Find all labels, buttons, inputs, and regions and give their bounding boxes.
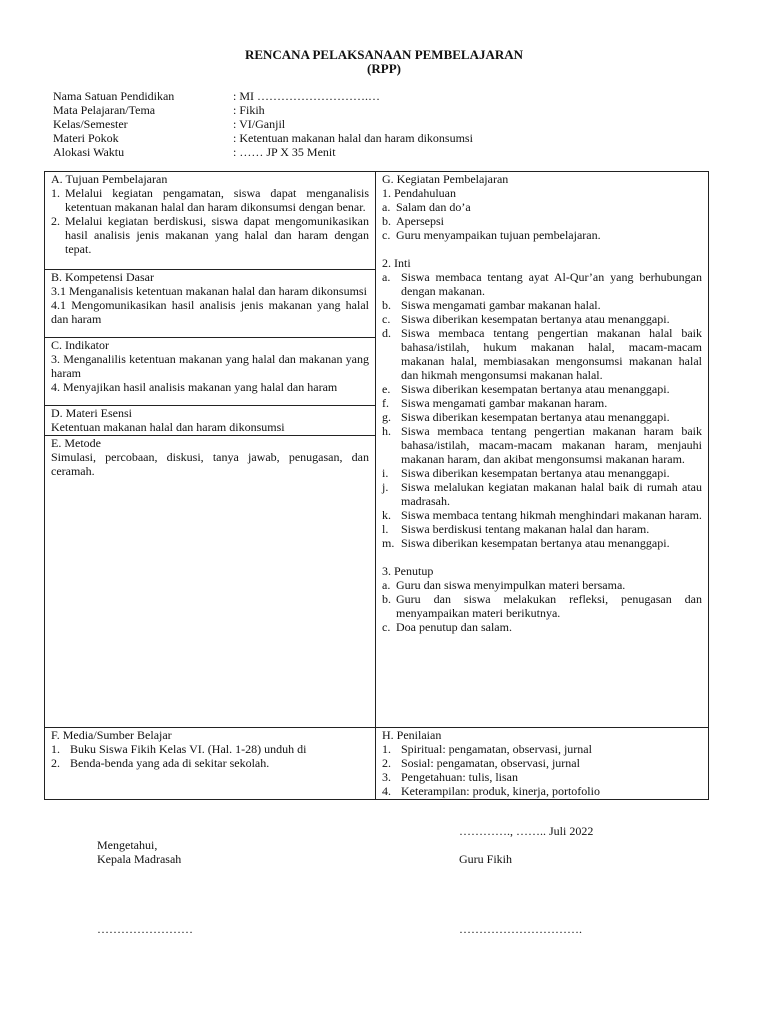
- list-item: [382, 312, 702, 326]
- penutup-heading: 3. Penutup: [382, 564, 434, 578]
- list-text: Sosial: pengamatan, observasi, jurnal: [401, 756, 580, 770]
- indikator-heading: C. Indikator: [51, 338, 109, 352]
- list-marker: k.: [382, 508, 391, 522]
- list-text: Guru dan siswa menyimpulkan materi bersama.: [396, 578, 626, 592]
- identity-value: : Fikih: [233, 103, 265, 117]
- list-marker: f.: [382, 396, 389, 410]
- list-item: [382, 784, 702, 798]
- list-marker: 1.: [382, 742, 391, 756]
- identity-value: : VI/Ganjil: [233, 117, 286, 131]
- list-text: Melalui kegiatan pengamatan, siswa dapat menganalisis ketentuan makanan halal dan haram dikonsumsi dengan benar.: [65, 186, 369, 214]
- list-item: [51, 186, 369, 214]
- list-marker: j.: [382, 480, 389, 494]
- signature-acknowledged: Mengetahui,: [97, 838, 158, 852]
- inti-list: [382, 270, 702, 550]
- list-item: [382, 214, 702, 228]
- list-text: Siswa diberikan kesempatan bertanya atau menanggapi.: [401, 536, 670, 550]
- list-text: Melalui kegiatan berdiskusi, siswa dapat mengomunikasikan hasil analisis jenis makanan yang halal dan haram dengan tepat.: [65, 214, 369, 256]
- materi-text: Ketentuan makanan halal dan haram dikonsumsi: [51, 420, 285, 434]
- list-text: Siswa mengamati gambar makanan halal.: [401, 298, 601, 312]
- document-subtitle: (RPP): [367, 61, 401, 76]
- list-item: [382, 270, 702, 298]
- list-marker: e.: [382, 382, 391, 396]
- identity-row: [53, 117, 473, 131]
- list-marker: b.: [382, 214, 391, 228]
- list-marker: 1.: [51, 742, 60, 756]
- tujuan-cell: [45, 172, 376, 270]
- penutup-list: [382, 578, 702, 634]
- kegiatan-cell: [376, 172, 709, 728]
- list-text: Apersepsi: [396, 214, 444, 228]
- list-text: Siswa membaca tentang pengertian makanan halal baik bahasa/istilah, hukum makanan halal, macam-macam makanan halal, membiasakan mengonsumsi makanan halal dan hikmah mengonsumsi makanan halal.: [401, 326, 702, 382]
- list-item: [382, 578, 702, 592]
- list-text: Siswa melalukan kegiatan makanan halal baik di rumah atau madrasah.: [401, 480, 702, 508]
- list-text: Siswa membaca tentang ayat Al-Qur’an yang berhubungan dengan makanan.: [401, 270, 702, 298]
- list-item: [382, 620, 702, 634]
- list-item: [382, 298, 702, 312]
- kompetensi-heading: B. Kompetensi Dasar: [51, 270, 154, 284]
- identity-row: [53, 89, 473, 103]
- list-item: [51, 756, 369, 770]
- indikator-item: 4. Menyajikan hasil analisis makanan yang halal dan haram: [51, 380, 338, 394]
- list-text: Siswa diberikan kesempatan bertanya atau menanggapi.: [401, 466, 670, 480]
- indikator-item: 3. Menganalilis ketentuan makanan yang halal dan makanan yang haram: [51, 352, 369, 380]
- list-text: Siswa mengamati gambar makanan haram.: [401, 396, 608, 410]
- list-item: [382, 742, 702, 756]
- identity-value: : …… JP X 35 Menit: [233, 145, 336, 159]
- list-item: [382, 756, 702, 770]
- media-list: [51, 742, 369, 770]
- list-item: [382, 508, 702, 522]
- penilaian-cell: [376, 728, 709, 800]
- list-marker: 2.: [51, 214, 60, 228]
- list-text: Keterampilan: produk, kinerja, portofolio: [401, 784, 600, 798]
- list-marker: c.: [382, 620, 391, 634]
- list-marker: b.: [382, 592, 391, 606]
- list-text: Buku Siswa Fikih Kelas VI. (Hal. 1-28) unduh di: [70, 742, 307, 756]
- indikator-cell: [45, 338, 376, 406]
- list-marker: c.: [382, 312, 391, 326]
- media-cell: [45, 728, 376, 800]
- list-marker: d.: [382, 326, 391, 340]
- identity-label: Kelas/Semester: [53, 117, 128, 131]
- list-text: Doa penutup dan salam.: [396, 620, 512, 634]
- identity-label: Nama Satuan Pendidikan: [53, 89, 175, 103]
- list-text: Siswa diberikan kesempatan bertanya atau menanggapi.: [401, 382, 670, 396]
- identity-block: [53, 89, 473, 159]
- inti-heading: 2. Inti: [382, 256, 411, 270]
- signature-principal-name: ……………………: [97, 922, 193, 936]
- list-item: [382, 326, 702, 382]
- signature-date: …………., …….. Juli 2022: [459, 824, 594, 838]
- metode-heading: E. Metode: [51, 436, 101, 450]
- signature-teacher-name: ………………………….: [459, 922, 582, 936]
- list-marker: 2.: [51, 756, 60, 770]
- list-marker: a.: [382, 578, 391, 592]
- list-text: Pengetahuan: tulis, lisan: [401, 770, 518, 784]
- list-marker: 3.: [382, 770, 391, 784]
- identity-value: : MI ……………………….…: [233, 89, 380, 103]
- identity-row: [53, 103, 473, 117]
- list-text: Siswa berdiskusi tentang makanan halal dan haram.: [401, 522, 650, 536]
- list-text: Benda-benda yang ada di sekitar sekolah.: [70, 756, 270, 770]
- kegiatan-heading: G. Kegiatan Pembelajaran: [382, 172, 509, 186]
- kompetensi-item: 4.1 Mengomunikasikan hasil analisis jenis makanan yang halal dan haram: [51, 298, 369, 326]
- tujuan-heading: A. Tujuan Pembelajaran: [51, 172, 168, 186]
- list-item: [382, 228, 702, 242]
- identity-label: Alokasi Waktu: [53, 145, 125, 159]
- list-marker: 4.: [382, 784, 391, 798]
- pendahuluan-list: [382, 200, 702, 242]
- materi-heading: D. Materi Esensi: [51, 406, 132, 420]
- list-marker: g.: [382, 410, 391, 424]
- list-item: [382, 770, 702, 784]
- signature-principal-title: Kepala Madrasah: [97, 852, 182, 866]
- list-item: [382, 382, 702, 396]
- list-item: [382, 480, 702, 508]
- list-item: [51, 214, 369, 256]
- identity-label: Materi Pokok: [53, 131, 119, 145]
- list-marker: c.: [382, 228, 391, 242]
- list-marker: i.: [382, 466, 389, 480]
- kompetensi-item: 3.1 Menganalisis ketentuan makanan halal dan haram dikonsumsi: [51, 284, 367, 298]
- list-item: [382, 522, 702, 536]
- list-text: Siswa membaca tentang hikmah menghindari makanan haram.: [401, 508, 702, 522]
- list-text: Spiritual: pengamatan, observasi, jurnal: [401, 742, 592, 756]
- list-item: [382, 200, 702, 214]
- identity-label: Mata Pelajaran/Tema: [53, 103, 156, 117]
- signature-teacher-title: Guru Fikih: [459, 852, 513, 866]
- penilaian-heading: H. Penilaian: [382, 728, 442, 742]
- document-title: RENCANA PELAKSANAAN PEMBELAJARAN: [244, 47, 524, 62]
- kompetensi-cell: [45, 270, 376, 338]
- list-text: Siswa diberikan kesempatan bertanya atau menanggapi.: [401, 312, 670, 326]
- list-marker: h.: [382, 424, 391, 438]
- media-heading: F. Media/Sumber Belajar: [51, 728, 172, 742]
- list-marker: a.: [382, 270, 391, 284]
- pendahuluan-heading: 1. Pendahuluan: [382, 186, 456, 200]
- identity-value: : Ketentuan makanan halal dan haram dikonsumsi: [233, 131, 473, 145]
- list-item: [382, 396, 702, 410]
- list-item: [51, 742, 369, 756]
- list-item: [382, 592, 702, 620]
- identity-row: [53, 131, 473, 145]
- penilaian-list: [382, 742, 702, 798]
- list-item: [382, 466, 702, 480]
- materi-cell: [45, 406, 376, 436]
- list-text: Guru dan siswa melakukan refleksi, penugasan dan menyampaikan materi berikutnya.: [396, 592, 702, 620]
- identity-row: [53, 145, 473, 159]
- list-text: Siswa membaca tentang pengertian makanan haram baik bahasa/istilah, macam-macam makanan haram, menjauhi makanan haram, dan akibat mengonsumsi makanan haram.: [401, 424, 702, 466]
- list-text: Guru menyampaikan tujuan pembelajaran.: [396, 228, 601, 242]
- rpp-table: [44, 171, 709, 800]
- tujuan-list: [51, 186, 369, 256]
- list-marker: 1.: [51, 186, 60, 200]
- list-text: Salam dan do’a: [396, 200, 471, 214]
- list-marker: m.: [382, 536, 395, 550]
- list-text: Siswa diberikan kesempatan bertanya atau menanggapi.: [401, 410, 670, 424]
- list-marker: a.: [382, 200, 391, 214]
- metode-text: Simulasi, percobaan, diskusi, tanya jawab, penugasan, dan ceramah.: [51, 450, 369, 478]
- list-marker: l.: [382, 522, 389, 536]
- list-item: [382, 536, 702, 550]
- list-marker: b.: [382, 298, 391, 312]
- list-marker: 2.: [382, 756, 391, 770]
- list-item: [382, 410, 702, 424]
- metode-cell: [45, 436, 376, 728]
- list-item: [382, 424, 702, 466]
